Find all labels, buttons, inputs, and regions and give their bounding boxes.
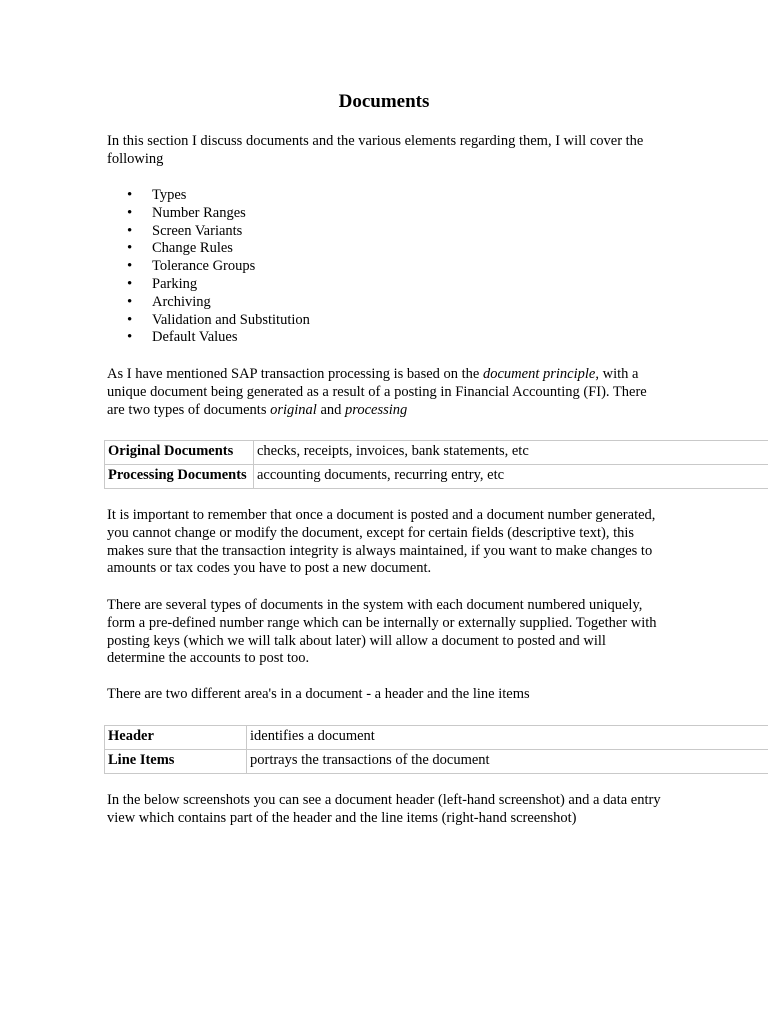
table-cell-label: Processing Documents bbox=[105, 465, 254, 489]
list-item: • Screen Variants bbox=[107, 223, 310, 241]
principle-paragraph bbox=[107, 366, 663, 419]
table-row bbox=[105, 441, 768, 465]
screenshots-paragraph: In the below screenshots you can see a document header (left-hand screenshot) and a data entry view which contains part of the header and the line items (right-hand screenshot) bbox=[107, 792, 661, 826]
table-row bbox=[105, 465, 768, 489]
integrity-paragraph: It is important to remember that once a document is posted and a document number generated, you cannot change or modify the document, except for certain fields (descriptive text), this makes sure that the transaction integrity is always maintained, if you want to make changes to amounts or tax codes you have to post a new document. bbox=[107, 507, 656, 577]
table-cell-label: Original Documents bbox=[105, 441, 254, 465]
table-cell-label: Header bbox=[105, 726, 247, 750]
table-row bbox=[105, 750, 768, 774]
document-areas-table bbox=[104, 725, 768, 774]
list-item: • Archiving bbox=[107, 294, 310, 312]
processing-emphasis: processing bbox=[345, 401, 408, 418]
table-cell-value: checks, receipts, invoices, bank statements, etc bbox=[254, 441, 768, 465]
list-item: • Types bbox=[107, 187, 310, 205]
principle-text-start: As I have mentioned SAP transaction processing is based on the bbox=[107, 366, 483, 382]
intro-paragraph: In this section I discuss documents and the various elements regarding them, I will cover the following bbox=[107, 133, 644, 167]
table-row bbox=[105, 726, 768, 750]
list-item: • Number Ranges bbox=[107, 205, 310, 223]
principle-and: and bbox=[316, 401, 346, 418]
topics-list bbox=[107, 187, 310, 347]
table-cell-value: portrays the transactions of the document bbox=[247, 750, 768, 774]
areas-paragraph: There are two different area's in a document - a header and the line items bbox=[107, 686, 530, 702]
page-title: Documents bbox=[338, 91, 430, 112]
table-cell-label: Line Items bbox=[105, 750, 247, 774]
table-cell-value: identifies a document bbox=[247, 726, 768, 750]
list-item: • Default Values bbox=[107, 329, 310, 347]
document-types-table bbox=[104, 440, 768, 489]
numbering-paragraph: There are several types of documents in the system with each document numbered uniquely, form a pre-defined number range which can be internally or externally supplied. Together with posting keys (which we will talk about later) will allow a document to posted and will determine the accounts to post too. bbox=[107, 597, 657, 667]
list-item: • Change Rules bbox=[107, 240, 310, 258]
list-item: • Tolerance Groups bbox=[107, 258, 310, 276]
table-cell-value: accounting documents, recurring entry, etc bbox=[254, 465, 768, 489]
list-item: • Parking bbox=[107, 276, 310, 294]
original-emphasis: original bbox=[270, 401, 317, 418]
principle-emphasis: document principle bbox=[483, 366, 596, 382]
list-item: • Validation and Substitution bbox=[107, 312, 310, 330]
principle-text-middle: , with a unique document being generated as a result of a posting in Financial Accounting (FI). There are two types of documents bbox=[107, 366, 647, 418]
